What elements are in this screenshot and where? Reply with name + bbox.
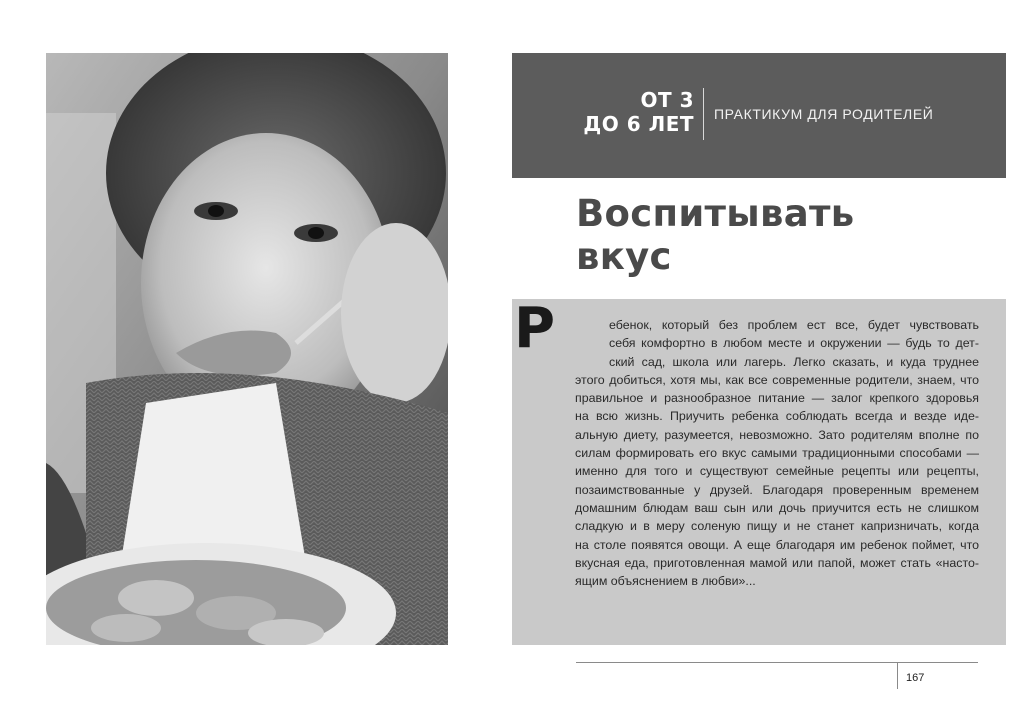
section-label: ПРАКТИКУМ ДЛЯ РОДИТЕЛЕЙ — [714, 106, 934, 122]
page-number: 167 — [906, 672, 925, 684]
body-line: сладкую и в меру соленую пищу и не станет капризничать, когда — [575, 519, 979, 534]
title-line-1: Воспитывать — [576, 192, 855, 235]
body-line: вкусная еда, приготовленная мамой или папой, может стать «насто- — [575, 555, 979, 570]
title-line-2: вкус — [576, 235, 672, 278]
age-line-2: ДО 6 ЛЕТ — [583, 112, 694, 136]
body-line: ебенок, который без проблем ест все, будет чувствовать — [609, 318, 979, 332]
header-divider — [703, 88, 704, 140]
child-eating-photo — [46, 53, 448, 645]
body-line: на столе появятся овощи. А еще благодаря им ребенок поймет, что — [575, 537, 979, 552]
body-text-box — [512, 296, 1006, 645]
body-line: на всю жизнь. Приучить ребенка соблюдать всегда и везде иде- — [575, 409, 979, 424]
body-line: именно для того и существуют семейные рецепты или рецепты, — [575, 464, 979, 479]
body-line: альную диету, разумеется, невозможно. Зато родителям вполне по — [575, 427, 979, 442]
page-title — [576, 192, 854, 278]
body-line: себя комфортно в любом месте и окружении — будь то дет- — [609, 336, 979, 351]
section-header-band — [512, 53, 1006, 178]
body-line: домашним блюдам ваш сын или дочь приучится есть не слишком — [575, 500, 979, 515]
footer-divider — [897, 663, 898, 689]
body-paragraph — [575, 316, 979, 590]
body-line: этого добиться, хотя мы, как все современные родители, знаем, что — [575, 372, 979, 387]
body-line: ский сад, школа или лагерь. Легко сказать, и куда труднее — [609, 354, 979, 369]
body-line: правильное и разнообразное питание — залог крепкого здоровья — [575, 391, 979, 406]
body-line: позаимствованные у друзей. Благодаря проверенным временем — [575, 482, 979, 497]
age-line-1: ОТ 3 — [640, 88, 694, 112]
body-line: силам формировать его вкус самыми традиционными способами — — [575, 446, 979, 461]
body-line: ящим объяснением в любви»... — [575, 574, 756, 589]
drop-cap: Р — [514, 296, 556, 361]
footer-rule — [576, 662, 978, 663]
age-range — [583, 88, 694, 136]
